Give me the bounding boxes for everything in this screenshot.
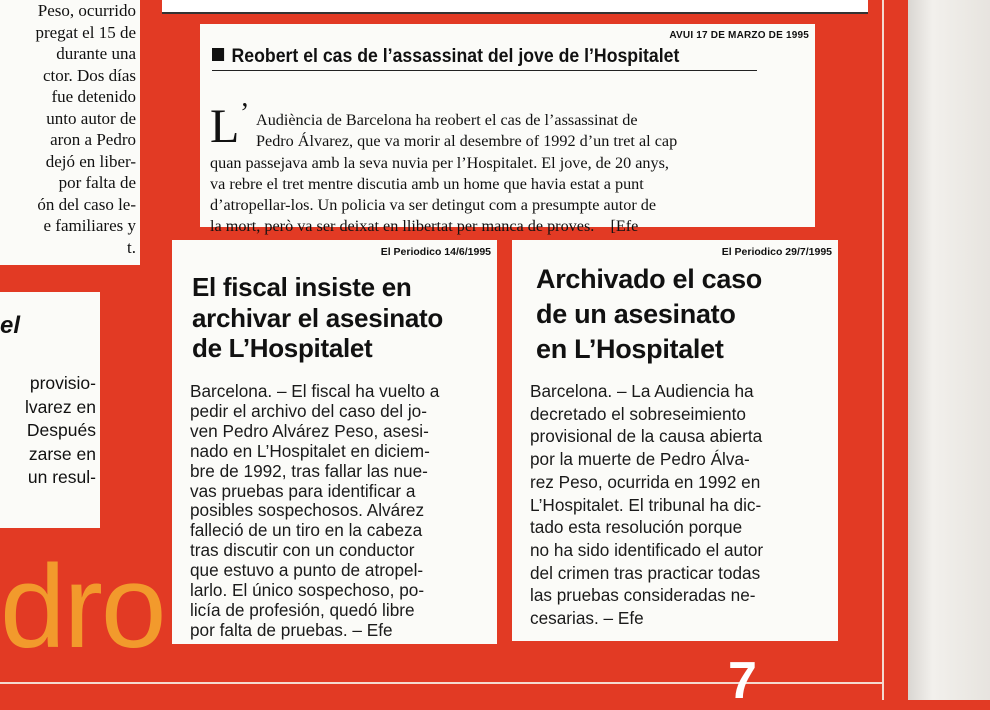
periodico-1-line: tras discutir con un conductor — [190, 540, 415, 561]
left-top-line: e familiares y — [43, 216, 136, 235]
periodico-2-line: Barcelona. – La Audiencia ha — [530, 381, 754, 401]
left-bottom-title: el — [0, 312, 21, 339]
left-top-line: por falta de — [58, 173, 136, 192]
periodico-2-line: cesarias. – Efe — [530, 608, 644, 629]
periodico-1-line: Barcelona. – El fiscal ha vuelto a — [190, 381, 440, 401]
avui-line: va rebre el tret mentre discutia amb un home que havia estat a punt — [210, 174, 644, 193]
left-top-line: t. — [127, 237, 136, 257]
left-top-line: pregat el 15 de — [35, 22, 136, 42]
periodico-2-line: del crimen tras practicar todas — [530, 562, 761, 583]
periodico-1-line: por falta de pruebas. – Efe — [190, 619, 393, 640]
avui-line: d’atropellar-los. Un policia va ser detingut com a presumpte autor de — [210, 196, 657, 215]
periodico-2-line: no ha sido identificado el autor — [530, 539, 764, 560]
left-bottom-line: un resul- — [27, 467, 96, 487]
periodico-article-1 — [172, 240, 497, 644]
avui-drop-cap: L — [210, 100, 240, 153]
left-top-line: ctor. Dos días — [42, 65, 136, 85]
avui-line: Audiència de Barcelona ha reobert el cas de l’assassinat de — [256, 111, 638, 129]
left-bottom-line: lvarez en — [24, 396, 96, 417]
periodico-article-2 — [512, 240, 838, 641]
avui-quote-mark: ’ — [240, 98, 250, 129]
periodico-1-line: vas pruebas para identificar a — [190, 480, 416, 501]
page-right-margin — [908, 0, 990, 700]
periodico-2-line: decretado el sobreseimiento — [530, 403, 746, 424]
periodico-1-title-line: El fiscal insiste en — [192, 272, 412, 302]
left-top-line: Peso, ocurrido — [37, 1, 136, 20]
large-name-fragment: dro — [0, 541, 165, 673]
periodico-2-line: L’Hospitalet. El tribunal ha dic- — [530, 494, 762, 515]
periodico-1-title-line: archivar el asesinato — [192, 302, 443, 333]
periodico-2-title-line: en L’Hospitalet — [536, 334, 724, 364]
periodico-1-line: que estuvo a punto de atropel- — [190, 560, 424, 581]
periodico-1-source: El Periodico 14/6/1995 — [380, 246, 491, 258]
left-top-line: durante una — [56, 44, 136, 63]
periodico-1-line: posibles sospechosos. Alvárez — [190, 500, 425, 521]
avui-line: Pedro Álvarez, que va morir al desembre of 1992 d’un tret al cap — [256, 132, 678, 151]
periodico-2-title — [536, 262, 762, 367]
periodico-2-line: provisional de la causa abierta — [530, 426, 763, 447]
left-bottom-line: zarse en — [28, 443, 96, 464]
left-clipping-bottom — [0, 292, 100, 528]
periodico-1-line: ven Pedro Alvárez Peso, asesi- — [190, 420, 429, 441]
periodico-1-line: larlo. El único sospechoso, po- — [190, 580, 425, 601]
headline-square-icon — [212, 48, 224, 61]
periodico-2-source: El Periodico 29/7/1995 — [721, 246, 832, 258]
periodico-1-title-line: de L’Hospitalet — [192, 333, 373, 363]
avui-line: quan passejava amb la seva nuvia per l’Hospitalet. El jove, de 20 anys, — [210, 153, 669, 172]
frame-rule-vertical — [882, 0, 884, 700]
avui-headline — [212, 46, 757, 71]
left-top-line: unto autor de — [46, 108, 136, 128]
periodico-1-line: falleció de un tiro en la cabeza — [190, 520, 423, 541]
left-top-line: ón del caso le- — [37, 194, 136, 214]
left-top-line: dejó en liber- — [45, 151, 136, 171]
left-clipping-top — [0, 0, 140, 265]
avui-article — [200, 24, 815, 236]
periodico-2-title-line: Archivado el caso — [536, 264, 762, 294]
periodico-1-line: nado en L’Hospitalet en diciem- — [190, 440, 430, 461]
periodico-1-body — [190, 382, 486, 641]
avui-headline-text: Reobert el cas de l’assassinat del jove de l’Hospitalet — [231, 46, 680, 67]
periodico-2-line: las pruebas consideradas ne- — [530, 585, 756, 606]
avui-date: AVUI 17 DE MARZO DE 1995 — [669, 30, 809, 41]
avui-body — [210, 110, 801, 238]
periodico-1-line: bre de 1992, tras fallar las nue- — [190, 460, 428, 481]
top-clipping-strip — [162, 0, 868, 14]
periodico-1-title — [192, 272, 443, 364]
periodico-2-line: tado esta resolución porque — [530, 517, 743, 538]
left-bottom-line: Después — [26, 420, 96, 440]
avui-line: la mort, però va ser deixat en llibertat per manca de proves. [Efe — [210, 217, 639, 236]
periodico-2-title-line: de un asesinato — [536, 299, 736, 329]
periodico-1-line: licía de profesión, quedó libre — [190, 599, 415, 620]
left-top-line: aron a Pedro — [50, 130, 136, 149]
left-bottom-body — [0, 372, 96, 490]
periodico-2-line: por la muerte de Pedro Álva- — [530, 449, 750, 470]
left-top-line: fue detenido — [51, 87, 136, 106]
periodico-2-line: rez Peso, ocurrida en 1992 en — [530, 471, 761, 492]
left-bottom-line: provisio- — [29, 373, 96, 393]
periodico-1-line: pedir el archivo del caso del jo- — [190, 400, 427, 421]
periodico-2-body — [530, 380, 826, 630]
page-number: 7 — [728, 652, 757, 710]
